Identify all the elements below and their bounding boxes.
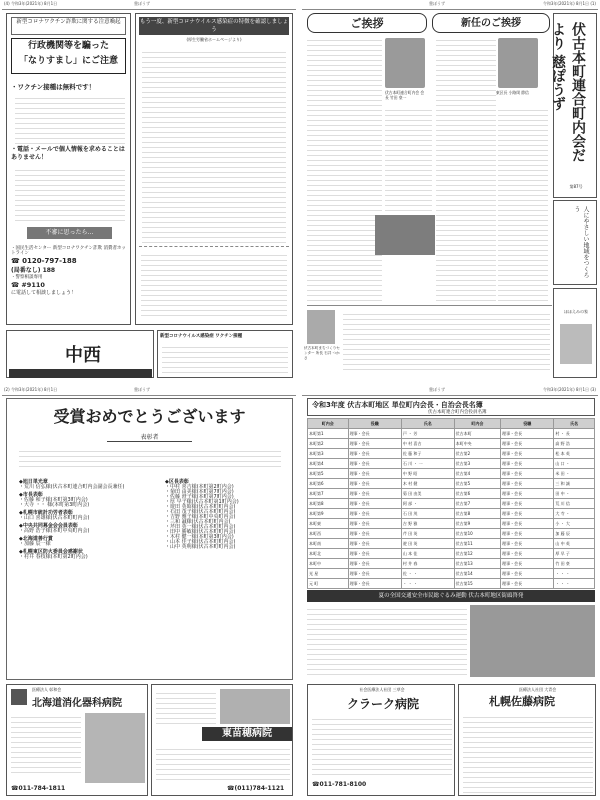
- roster-cell: 理事・会長: [501, 569, 554, 579]
- ad1-text: [11, 713, 81, 773]
- roster-cell: 理事・会長: [501, 579, 554, 589]
- roster-cell: 理事・会長: [348, 469, 401, 479]
- side-ad-text: ほほえみの家: [564, 309, 588, 314]
- roster-cell: ・ ・ ・: [401, 579, 454, 589]
- roster-row: [308, 449, 595, 459]
- roster-cell: 本町第9: [308, 509, 349, 519]
- award-item: ・石田 茂子様(伏古本町町内会): [165, 509, 236, 515]
- roster-row: [308, 469, 595, 479]
- police-number: ☎ #9110: [11, 281, 45, 289]
- roster-subtitle: 伏古本町連合町内会役員名簿: [428, 410, 487, 415]
- roster-cell: 本町第4: [308, 459, 349, 469]
- masthead-issue: 第87号: [569, 184, 583, 189]
- roster-cell: 遊 田 英: [401, 539, 454, 549]
- scam-title-line1: 行政機関等を騙った: [27, 41, 109, 51]
- roster-cell: 理事・会長: [348, 569, 401, 579]
- roster-cell: 本町第6: [308, 479, 349, 489]
- divider: [307, 305, 552, 306]
- roster-cell: 米 田 ・: [554, 469, 595, 479]
- award-item: ・吉野 雅子様(本町中央町内会): [165, 514, 236, 520]
- roster-cell: 理事・会長: [501, 459, 554, 469]
- awards-intro: [19, 447, 281, 469]
- roster-cell: 本町第3: [308, 449, 349, 459]
- ward-head-name: 東区長 小路岡 節信: [496, 90, 529, 95]
- roster-cell: 理事・会長: [348, 579, 401, 589]
- award-item: ◆札幌東区防火委員会感謝状: [19, 549, 83, 555]
- director-photo: [307, 310, 335, 344]
- roster-cell: 小 ・ 大: [554, 519, 595, 529]
- hospital-logo-icon: [11, 689, 27, 705]
- awards-right-list: [165, 477, 290, 677]
- roster-cell: 本町西: [308, 529, 349, 539]
- roster-cell: 荒 川 信: [554, 499, 595, 509]
- ad2-text: [156, 689, 216, 724]
- page2-header: [4, 387, 294, 395]
- roster-header-cell: 氏名: [401, 419, 454, 429]
- roster-cell: 理事・会長: [348, 549, 401, 559]
- ad1-building-image: [85, 713, 145, 783]
- roster-cell: 伏古第14: [454, 569, 501, 579]
- ad2-building-image: [220, 689, 290, 724]
- roster-cell: 理事・会長: [348, 499, 401, 509]
- roster-row: [308, 559, 595, 569]
- roster-cell: 理事・会長: [501, 489, 554, 499]
- personal-info-item: ・電話・メールで個人情報を求めることはありません！: [11, 146, 125, 161]
- new-greeting-title: 新任のご挨拶: [461, 18, 521, 29]
- greeting-text-2: [385, 106, 432, 211]
- new-greeting-text-2: [498, 106, 548, 301]
- roster-cell: 松 本 英: [554, 449, 595, 459]
- roster-cell: 理事・会長: [501, 509, 554, 519]
- roster-cell: 理事・会長: [501, 519, 554, 529]
- award-item: ・山中 英明様(伏古本町町内会): [165, 544, 236, 550]
- roster-row: [308, 479, 595, 489]
- roster-cell: 伏古第9: [454, 519, 501, 529]
- award-item: ・加藤 辰一様: [19, 541, 51, 547]
- roster-cell: 伏古第6: [454, 489, 501, 499]
- page2-date: (2) 令和3年(2021年) 8月1日: [4, 387, 58, 392]
- roster-cell: 伏古第7: [454, 499, 501, 509]
- covid-body-text: [142, 48, 286, 243]
- roster-cell: 理事・会長: [348, 539, 401, 549]
- roster-cell: 理事・会長: [348, 509, 401, 519]
- roster-cell: 高 野 浩: [554, 439, 595, 449]
- greeting-title: ご挨拶: [350, 17, 384, 30]
- contact-list: [11, 246, 129, 322]
- police-consult: ・警察相談専用: [11, 275, 43, 280]
- roster-row: [308, 549, 595, 559]
- scam-title-line2: 「なりすまし」にご注意: [18, 56, 118, 66]
- covid-features-title: もう一度、新型コロナウイルス感染症の特徴を確認しましょう: [139, 19, 289, 33]
- roster-cell: 本町第8: [308, 499, 349, 509]
- roster-cell: 阿 部 ・: [401, 499, 454, 509]
- awards-subtitle: 表彰者: [107, 432, 192, 442]
- greeting-text: [307, 36, 382, 301]
- roster-cell: 理事・会長: [501, 449, 554, 459]
- consumer-center: ・国民生活センター 新型コロナワクチン詐欺 消費者ホットライン: [11, 246, 126, 256]
- ad-sapporo-sato: [458, 684, 596, 796]
- roster-cell: 木 村 健: [401, 479, 454, 489]
- roster-cell: 山 本 佳: [401, 549, 454, 559]
- roster-cell: 村 ・ 長: [554, 429, 595, 439]
- award-item: ・高野 浩子様(本町中央町内会): [19, 528, 90, 534]
- roster-body: [308, 429, 595, 589]
- roster-cell: 理事・会長: [348, 439, 401, 449]
- ad1-sub: 医療法人 彰和会: [32, 687, 62, 692]
- ad-clark: [307, 684, 455, 796]
- roster-cell: 理事・会長: [348, 519, 401, 529]
- award-item: ・遊田 英昭様(伏古本町町内会): [165, 504, 236, 510]
- sato-sub: 医療法人社団 大青会: [519, 687, 557, 692]
- roster-cell: 中 村 喜吉: [401, 439, 454, 449]
- divider: [302, 395, 598, 396]
- covid-source: (厚生労働省ホームページより): [186, 37, 242, 42]
- chairman-photo: [385, 38, 425, 88]
- roster-cell: 伏古第5: [454, 479, 501, 489]
- award-item: ・山口 喜雄様(伏古本町町内会): [19, 515, 90, 521]
- roster-cell: 厚 早 子: [554, 549, 595, 559]
- roster-row: [308, 509, 595, 519]
- roster-cell: 理事・会長: [348, 429, 401, 439]
- roster-cell: 佐 ・ ・: [401, 569, 454, 579]
- awards-banner: 受賞おめでとうございます: [53, 407, 246, 426]
- hotline-number: ☎ 0120-797-188: [11, 257, 77, 265]
- roster-header-cell: 氏名: [554, 419, 595, 429]
- safety-photo: [470, 605, 595, 677]
- chairman-name: 伏古本町連合町内会 会長 竹田 豪一: [385, 90, 425, 100]
- slogan-text: 人にやさしい地域をつくろう: [573, 206, 589, 278]
- roster-cell: ・ ・ ・: [554, 569, 595, 579]
- roster-cell: 中 野 昭: [401, 469, 454, 479]
- roster-cell: 伏古第13: [454, 559, 501, 569]
- meeting-photo: [375, 215, 435, 255]
- body-text-block: [15, 94, 125, 144]
- roster-header-cell: 町内会: [308, 419, 349, 429]
- awards-section: [6, 398, 293, 680]
- roster-cell: 本町第1: [308, 429, 349, 439]
- roster-cell: 理事・会長: [501, 439, 554, 449]
- ad-nakanishi: [6, 330, 154, 378]
- ad-logo-text: 中西: [65, 345, 101, 366]
- greeting-banner: [307, 13, 427, 33]
- divider: [2, 395, 296, 396]
- roster-cell: 本町南: [308, 539, 349, 549]
- award-item: ・中村 喜吉様(本町第2町内会): [165, 484, 234, 490]
- vaccine-box-title: 新型コロナワクチン詐欺に関する注意喚起: [11, 17, 126, 35]
- ad-footer-bar: [9, 369, 152, 378]
- page4-paper-name: 豊ぽうず: [134, 1, 150, 6]
- roster-cell: 理事・会長: [501, 539, 554, 549]
- side-ad-box: [553, 288, 597, 378]
- roster-row: [308, 429, 595, 439]
- roster-row: [308, 439, 595, 449]
- roster-cell: 本町東: [308, 519, 349, 529]
- roster-cell: 伏古第11: [454, 539, 501, 549]
- roster-row: [308, 499, 595, 509]
- roster-cell: ・ ・ ・: [554, 579, 595, 589]
- award-item: ・木村 健一様(本町第3町内会): [165, 534, 234, 540]
- award-item: ◆中央共同募金会会員表彰: [19, 523, 78, 529]
- roster-cell: 理事・会長: [348, 559, 401, 569]
- roster-cell: 加 藤 辰: [554, 529, 595, 539]
- roster-cell: 山 口 ・: [554, 459, 595, 469]
- roster-cell: 大 寺 ・: [554, 509, 595, 519]
- roster-cell: 本町第7: [308, 489, 349, 499]
- roster-cell: 光 星: [308, 569, 349, 579]
- awards-left-list: [19, 477, 159, 677]
- slogan-box: [553, 200, 597, 285]
- roster-table: [307, 418, 595, 589]
- roster-row: [308, 489, 595, 499]
- sato-text: [463, 713, 593, 793]
- roster-cell: 伏古第10: [454, 529, 501, 539]
- roster-cell: 本町第2: [308, 439, 349, 449]
- award-item: ・田中 勝敏様(伏古本町町内会): [165, 529, 236, 535]
- page3-paper-name: 豊ぽうず: [429, 387, 445, 392]
- roster-cell: 理事・会長: [501, 479, 554, 489]
- masthead-title: 伏古本町連合町内会だより 慈ぽうず: [550, 22, 586, 162]
- ad-vaccine-text: [162, 343, 288, 375]
- body-text-block: [15, 166, 125, 221]
- police-note: に電話して相談しましょう！: [11, 290, 77, 296]
- page4-date: (4) 令和3年(2021年) 8月1日: [4, 1, 58, 6]
- roster-cell: 伏古第12: [454, 549, 501, 559]
- side-ad-image: [560, 324, 592, 364]
- roster-header-row: [308, 419, 595, 429]
- roster-cell: 理事・会長: [501, 549, 554, 559]
- award-item: ・大寺 ・・ 様(本町第3町内会): [19, 502, 90, 508]
- clark-name: クラーク病院: [346, 697, 419, 711]
- page1-date: 令和3年(2021年) 8月1日 (1): [542, 1, 596, 6]
- ad-vaccine-title: 新型コロナウイルス感染症 ワクチン接種: [160, 334, 243, 339]
- roster-header-cell: 役職: [348, 419, 401, 429]
- covid-lower-text: [141, 251, 287, 317]
- roster-cell: 伏古第15: [454, 579, 501, 589]
- director-name: 伏古本町まちづくりセンター 所長 石井 つかさ: [304, 346, 340, 360]
- roster-cell: 理事・会長: [501, 529, 554, 539]
- safety-text: [307, 605, 467, 675]
- hotline-188: (局番なし) 188: [11, 267, 56, 274]
- roster-cell: 村 井 春: [401, 559, 454, 569]
- roster-cell: 山 中 英: [554, 539, 595, 549]
- page1-header: [304, 1, 598, 9]
- new-greeting-text: [436, 36, 496, 301]
- clark-sub: 社会医療法人社団 三草会: [359, 687, 405, 692]
- page4-header: [4, 1, 294, 9]
- roster-row: [308, 539, 595, 549]
- award-item: ◆市長表彰: [19, 492, 43, 498]
- ad2-name: 東苗穂病院: [202, 727, 292, 741]
- roster-cell: 伏古本町: [454, 429, 501, 439]
- safety-title: 夏の全国交通安全市民総ぐるみ運動 伏古本町地区街頭啓発: [307, 590, 595, 602]
- roster-row: [308, 519, 595, 529]
- award-item: ◆北海道善行賞: [19, 536, 53, 542]
- roster-cell: 佐 藤 和子: [401, 449, 454, 459]
- roster-row: [308, 459, 595, 469]
- roster-cell: 田 中 ・: [554, 489, 595, 499]
- roster-cell: 本町中: [308, 559, 349, 569]
- new-greeting-banner: [432, 13, 550, 33]
- roster-cell: 理事・会長: [501, 429, 554, 439]
- award-item: ・三和 誠様(伏古本町町内会): [165, 519, 231, 525]
- director-text: [343, 310, 550, 372]
- roster-cell: 伏古第4: [454, 469, 501, 479]
- roster-cell: 理事・会長: [501, 469, 554, 479]
- roster-cell: 石 田 茂: [401, 509, 454, 519]
- trouble-title: 不審に思ったら…: [27, 227, 112, 239]
- divider: [302, 9, 598, 10]
- roster-cell: 理事・会長: [501, 499, 554, 509]
- roster-cell: 理事・会長: [348, 459, 401, 469]
- award-item: ・荒川 信弘様(伏古本町連合町内会副会長兼任): [19, 484, 125, 490]
- page3-date: 令和3年(2021年) 8月1日 (3): [542, 387, 596, 392]
- vaccine-scam-box: [6, 13, 131, 325]
- roster-cell: 吉 野 雅: [401, 519, 454, 529]
- roster-header-cell: 町内会: [454, 419, 501, 429]
- award-item: ・菊田 由美様(本町第7町内会): [165, 489, 234, 495]
- masthead-box: [550, 13, 597, 198]
- ad-vaccine-notice: [157, 330, 293, 378]
- roster-cell: 竹 田 豪: [554, 559, 595, 569]
- roster-cell: 元 町: [308, 579, 349, 589]
- sato-name: 札幌佐藤病院: [489, 695, 555, 708]
- award-item: ・佐藤 澄子様(本町第7町内会): [165, 494, 234, 500]
- page1-paper-name: 豊ぽうず: [429, 1, 445, 6]
- roster-cell: 本町北: [308, 549, 349, 559]
- roster-cell: 理事・会長: [501, 559, 554, 569]
- roster-header-cell: 役職: [501, 419, 554, 429]
- roster-cell: 三 和 誠: [554, 479, 595, 489]
- free-vaccine-item: ・ワクチン接種は無料です！: [11, 83, 96, 91]
- roster-cell: 芹 田 英: [401, 529, 454, 539]
- roster-cell: 理事・会長: [348, 449, 401, 459]
- roster-title-box: [307, 398, 595, 416]
- roster-cell: 菊 田 由美: [401, 489, 454, 499]
- award-item: ・厚 早子様(伏古本町第1町内会): [165, 499, 239, 505]
- roster-cell: 本町第5: [308, 469, 349, 479]
- ad-higashinaebo: [151, 684, 293, 796]
- award-item: ・芹田 英一様(伏古本町町内会): [165, 524, 236, 530]
- roster-cell: 戸 ・ 芳: [401, 429, 454, 439]
- roster-cell: 伏古第2: [454, 449, 501, 459]
- divider: [2, 9, 296, 10]
- award-item: ◆札幌市統計功労者表彰: [19, 510, 73, 516]
- roster-cell: 理事・会長: [348, 489, 401, 499]
- scam-title-box: [11, 38, 126, 74]
- roster-row: [308, 579, 595, 589]
- roster-cell: 伏古第8: [454, 509, 501, 519]
- clark-text: [312, 715, 452, 777]
- award-item: ・佐藤 和子様(本町第3町内会): [19, 497, 88, 503]
- ad-hokkaido-digestive: [6, 684, 148, 796]
- roster-row: [308, 569, 595, 579]
- roster-cell: 伏古第3: [454, 459, 501, 469]
- page3-header: [304, 387, 598, 395]
- clark-tel: ☎011-781-8100: [312, 781, 367, 788]
- ad1-name: 北海道消化器科病院: [32, 698, 122, 709]
- roster-title: 令和3年度 伏古本町地区 単位町内会長・自治会長名簿: [312, 401, 483, 409]
- ward-head-photo: [498, 38, 538, 88]
- award-item: ・山本 佳子様(伏古本町町内会): [165, 539, 236, 545]
- ad2-tel: ☎(011)784-1121: [227, 785, 285, 792]
- award-item: ◆旭日単光章: [19, 479, 48, 485]
- page2-paper-name: 豊ぽうず: [134, 387, 150, 392]
- roster-cell: 本町中央: [454, 439, 501, 449]
- ad2-schedule: [156, 745, 290, 783]
- covid-features-box: [135, 13, 293, 325]
- roster-cell: 石 川 ・ 一: [401, 459, 454, 469]
- covid-lower-section: [139, 246, 289, 321]
- roster-cell: 理事・会長: [348, 529, 401, 539]
- roster-cell: 理事・会長: [348, 479, 401, 489]
- award-item: ・村井 春枝様(本町第2町内会): [19, 554, 88, 560]
- award-item: ◆区長表彰: [165, 479, 189, 485]
- roster-row: [308, 529, 595, 539]
- ad1-tel: ☎011-784-1811: [11, 785, 66, 792]
